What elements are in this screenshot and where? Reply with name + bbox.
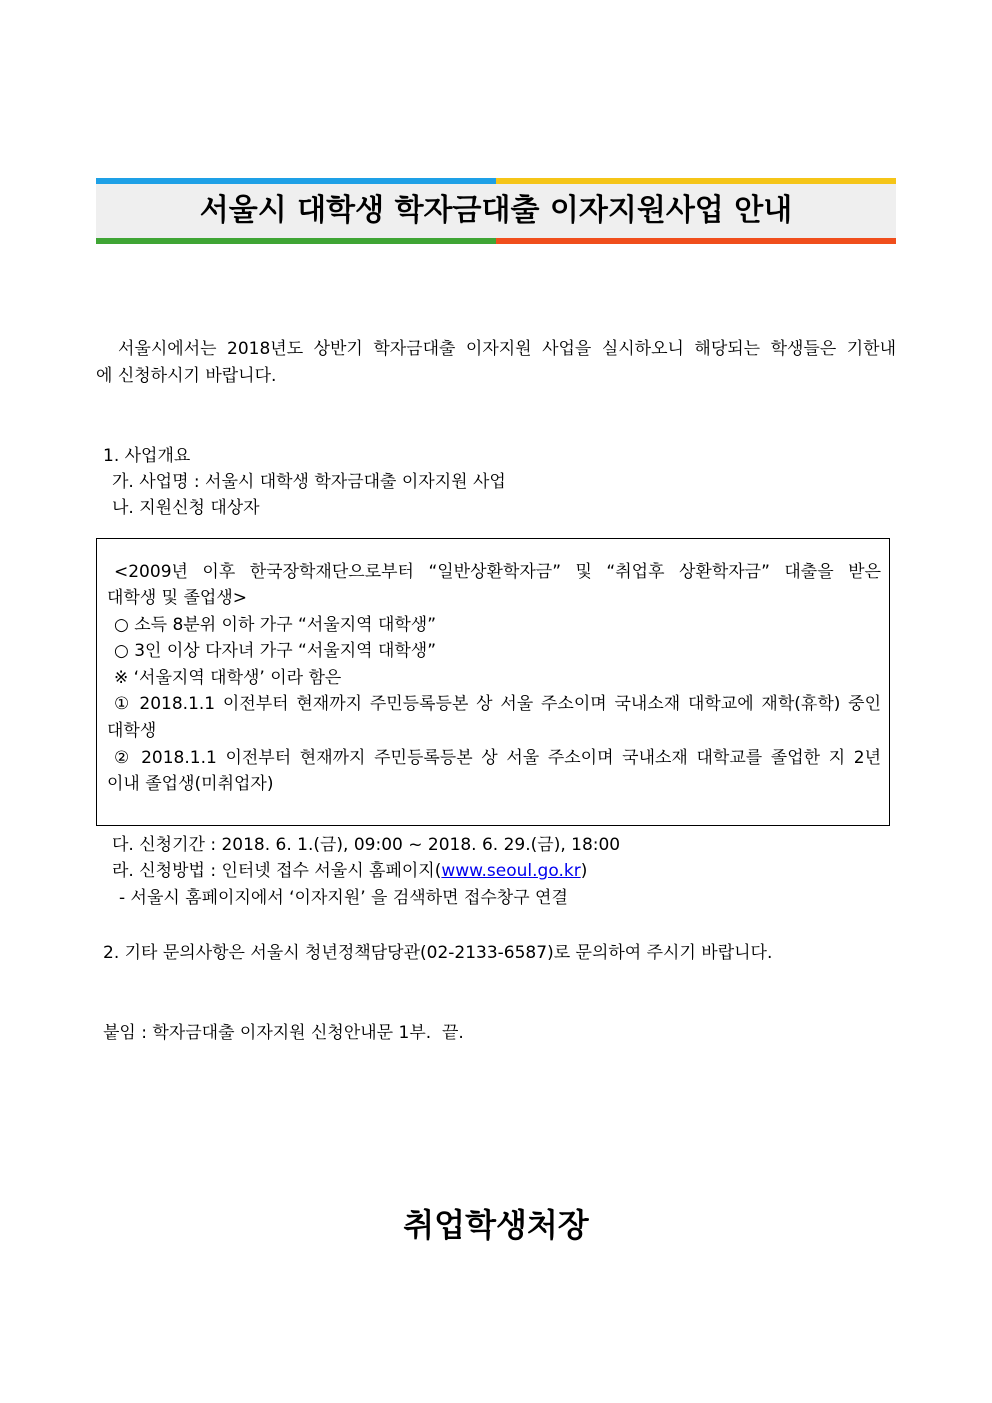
attachment-note: 붙임 : 학자금대출 이자지원 신청안내문 1부. 끝. xyxy=(103,1023,464,1043)
intro-line-2: 에 신청하시기 바랍니다. xyxy=(96,366,277,386)
section2-text: 2. 기타 문의사항은 서울시 청년정책담당관(02-2133-6587)로 문의하여 주시기 바랍니다. xyxy=(103,943,773,963)
section1-item-d-note: - 서울시 홈페이지에서 ‘이자지원’ 을 검색하면 접수창구 연결 xyxy=(119,888,568,908)
signature: 취업학생처장 xyxy=(403,1206,589,1244)
eligibility-box xyxy=(96,538,890,826)
title-banner xyxy=(96,178,896,244)
section1-heading: 1. 사업개요 xyxy=(103,446,191,466)
section1-item-d xyxy=(112,858,587,885)
banner-bar-bottom-right xyxy=(496,238,896,244)
section1-item-a: 가. 사업명 : 서울시 대학생 학자금대출 이자지원 사업 xyxy=(112,472,506,492)
seoul-homepage-link[interactable]: www.seoul.go.kr xyxy=(441,861,581,881)
eligibility-line-6: ① 2018.1.1 이전부터 현재까지 주민등록등본 상 서울 주소이며 국내소재 대학교에 재학(휴학) 중인 xyxy=(114,694,881,714)
eligibility-line-5: ※ ‘서울지역 대학생’ 이라 함은 xyxy=(114,668,342,688)
eligibility-line-2: 대학생 및 졸업생> xyxy=(107,588,248,608)
page-title: 서울시 대학생 학자금대출 이자지원사업 안내 xyxy=(199,193,793,228)
section1-item-c: 다. 신청기간 : 2018. 6. 1.(금), 09:00 ~ 2018. 6. 29.(금), 18:00 xyxy=(112,835,621,855)
intro-line-1: 서울시에서는 2018년도 상반기 학자금대출 이자지원 사업을 실시하오니 해당되는 학생들은 기한내 xyxy=(118,339,896,359)
item-d-suffix: ) xyxy=(580,861,588,881)
eligibility-line-8: ② 2018.1.1 이전부터 현재까지 주민등록등본 상 서울 주소이며 국내소재 대학교를 졸업한 지 2년 xyxy=(114,748,881,768)
eligibility-line-4: ○ 3인 이상 다자녀 가구 “서울지역 대학생” xyxy=(114,641,437,661)
eligibility-line-9: 이내 졸업생(미취업자) xyxy=(107,774,274,794)
eligibility-line-7: 대학생 xyxy=(107,721,157,741)
item-d-prefix: 라. 신청방법 : 인터넷 접수 서울시 홈페이지( xyxy=(112,861,442,881)
section1-item-b: 나. 지원신청 대상자 xyxy=(112,498,260,518)
eligibility-line-3: ○ 소득 8분위 이하 가구 “서울지역 대학생” xyxy=(114,615,437,635)
banner-bar-bottom-left xyxy=(96,238,496,244)
eligibility-line-1: <2009년 이후 한국장학재단으로부터 “일반상환학자금” 및 “취업후 상환학자금” 대출을 받은 xyxy=(114,562,881,582)
